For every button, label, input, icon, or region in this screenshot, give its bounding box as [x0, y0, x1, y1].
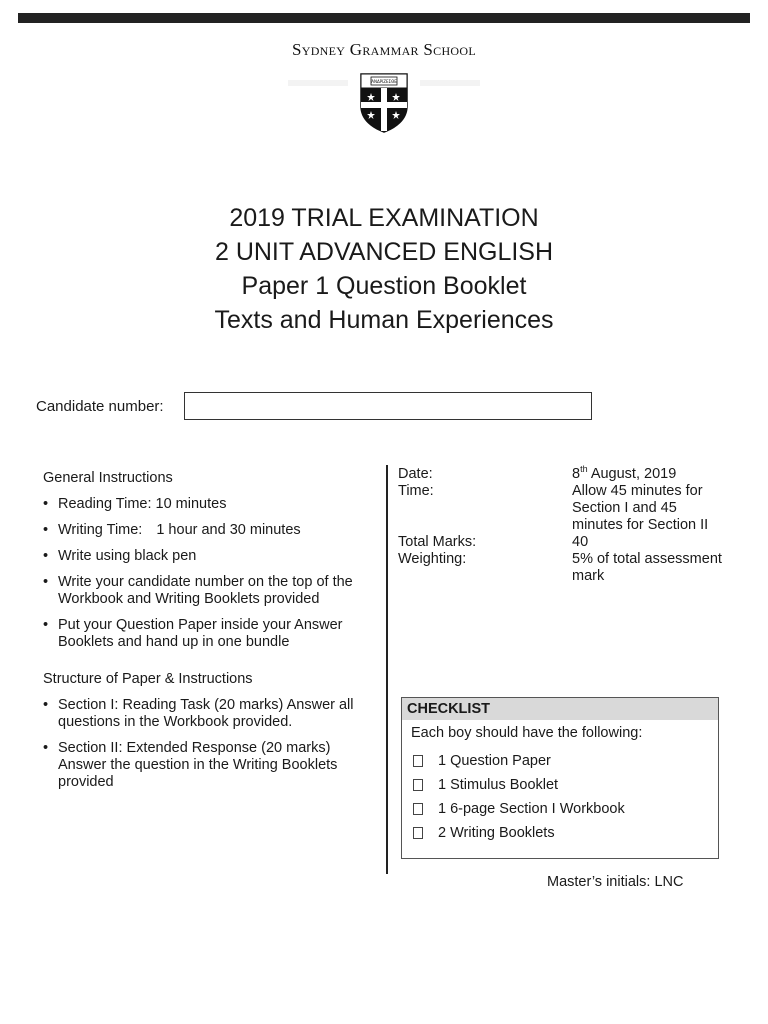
masters-initials: Master’s initials: LNC	[547, 874, 684, 890]
checklist-item	[411, 773, 718, 797]
school-crest-icon	[359, 72, 409, 134]
exam-title-line-4: Texts and Human Experiences	[214, 306, 554, 334]
date-label: Date:	[398, 466, 433, 482]
checklist-item	[411, 797, 718, 821]
checklist-item	[411, 749, 718, 773]
total-marks-row	[398, 534, 728, 551]
candidate-number-label: Candidate number:	[36, 398, 164, 415]
general-instructions-heading: General Instructions	[43, 470, 173, 486]
list-item: • Write your candidate number on the top of the Workbook and Writing Booklets provided	[43, 574, 373, 608]
crest-motto: ἈΝΔΡΙΖΕΣΘΕ	[371, 79, 397, 84]
time-row	[398, 483, 728, 534]
candidate-number-field[interactable]	[184, 392, 592, 420]
exam-title-line-2: 2 UNIT ADVANCED ENGLISH	[214, 238, 554, 266]
checklist-title: CHECKLIST	[402, 698, 718, 720]
checklist-item-label: 2 Writing Booklets	[438, 825, 555, 841]
checkbox[interactable]	[413, 779, 423, 791]
list-item: • Section I: Reading Task (20 marks) Answer all questions in the Workbook provided.	[43, 697, 373, 731]
structure-heading: Structure of Paper & Instructions	[43, 671, 253, 687]
structure-list	[43, 697, 373, 791]
writing-time-value: 1 hour and 30 minutes	[156, 522, 301, 538]
total-marks-value: 40	[572, 534, 589, 550]
weighting-label: Weighting:	[398, 551, 467, 567]
exam-title-block	[0, 201, 768, 337]
exam-title-line-1: 2019 TRIAL EXAMINATION	[229, 204, 539, 232]
time-label: Time:	[398, 483, 434, 499]
weighting-row	[398, 551, 728, 585]
checkbox[interactable]	[413, 803, 423, 815]
checklist-item-label: 1 6-page Section I Workbook	[438, 801, 625, 817]
writing-time-label: Writing Time:	[58, 522, 143, 538]
weighting-value: 5% of total assessment mark	[572, 551, 722, 584]
time-value: Allow 45 minutes for Section I and 45 minutes for Section II	[572, 483, 709, 533]
checklist-item-label: 1 Question Paper	[438, 753, 551, 769]
reading-time: Reading Time: 10 minutes	[58, 496, 227, 512]
exam-title-line-3: Paper 1 Question Booklet	[241, 272, 527, 300]
list-item: • Write using black pen	[43, 548, 373, 565]
checklist-item	[411, 821, 718, 845]
list-item: • Section II: Extended Response (20 marks) Answer the question in the Writing Booklets provided	[43, 740, 373, 791]
general-instructions-list	[43, 496, 373, 651]
checkbox[interactable]	[413, 827, 423, 839]
top-rule	[18, 13, 750, 23]
list-item	[43, 522, 373, 539]
total-marks-label: Total Marks:	[398, 534, 477, 550]
exam-info-table	[398, 466, 728, 585]
checkbox[interactable]	[413, 755, 423, 767]
checklist-intro: Each boy should have the following:	[411, 725, 643, 741]
date-value: 8th August, 2019	[572, 464, 677, 482]
checklist-box	[401, 697, 719, 859]
instructions-column	[43, 470, 373, 800]
checklist-items	[402, 749, 718, 845]
date-row	[398, 466, 728, 483]
crest-faded-text-right	[420, 80, 480, 86]
school-name: Sydney Grammar School	[292, 40, 476, 59]
crest-faded-text-left	[288, 80, 348, 86]
list-item: • Put your Question Paper inside your Answer Booklets and hand up in one bundle	[43, 617, 373, 651]
checklist-item-label: 1 Stimulus Booklet	[438, 777, 559, 793]
list-item	[43, 496, 373, 513]
column-divider	[386, 465, 388, 874]
